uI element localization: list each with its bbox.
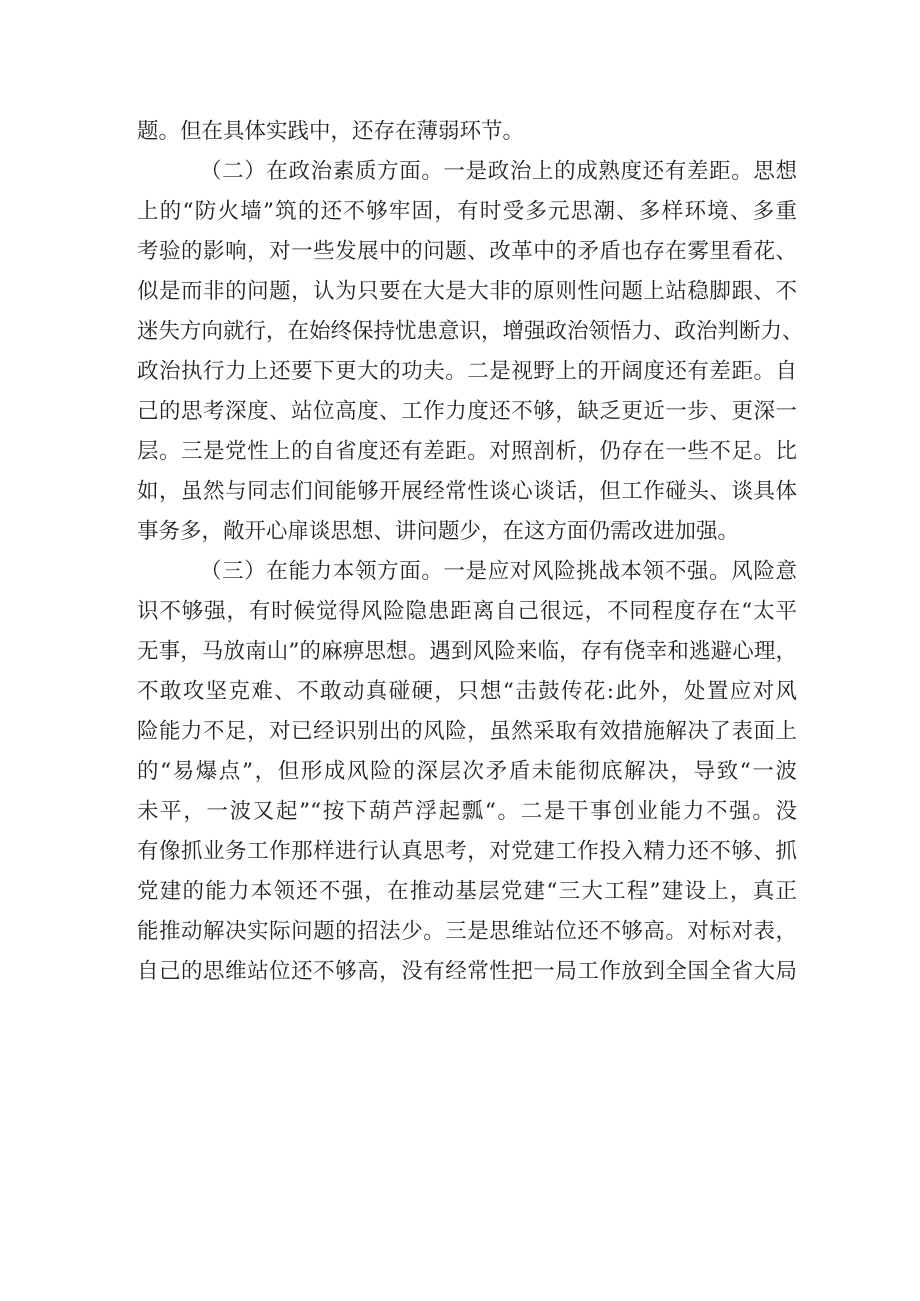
text-line: 未平，一波又起”“按下葫芦浮起瓢“。二是干事创业能力不强。没 [137,799,797,824]
text-line: 政治执行力上还要下更大的功夫。二是视野上的开阔度还有差距。自 [137,359,797,384]
text-line: 党建的能力本领还不强，在推动基层党建“三大工程”建设上，真正 [137,879,797,904]
text-line: 如，虽然与同志们间能够开展经常性谈心谈话，但工作碰头、谈具体 [137,479,797,504]
text-line: 能推动解决实际问题的招法少。三是思维站位还不够高。对标对表， [137,919,797,944]
text-line: 险能力不足，对已经识别出的风险，虽然采取有效措施解决了表面上 [137,719,797,744]
text-line: 上的“防火墙”筑的还不够牢固，有时受多元思潮、多样环境、多重 [137,199,797,224]
section-heading-line: （三）在能力本领方面。一是应对风险挑战本领不强。风险意 [200,559,797,584]
text-line: 无事，马放南山”的麻痹思想。遇到风险来临，存有侥幸和逃避心理， [137,639,797,664]
text-line: 有像抓业务工作那样进行认真思考，对党建工作投入精力还不够、抓 [137,839,797,864]
document-body [137,112,804,992]
text-line: 识不够强，有时候觉得风险隐患距离自己很远，不同程度存在“太平 [137,599,797,624]
text-line: 层。三是党性上的自省度还有差距。对照剖析，仍存在一些不足。比 [137,439,797,464]
text-line: 迷失方向就行，在始终保持忧患意识，增强政治领悟力、政治判断力、 [137,319,804,344]
text-line: 似是而非的问题，认为只要在大是大非的原则性问题上站稳脚跟、不 [137,279,797,304]
section-heading-line: （二）在政治素质方面。一是政治上的成熟度还有差距。思想 [200,159,797,184]
text-line: 的“易爆点”，但形成风险的深层次矛盾未能彻底解决，导致“一波 [137,759,797,784]
text-line: 事务多，敞开心扉谈思想、讲问题少，在这方面仍需改进加强。 [137,519,740,544]
text-line: 自己的思维站位还不够高，没有经常性把一局工作放到全国全省大局 [137,959,797,984]
text-line: 己的思考深度、站位高度、工作力度还不够，缺乏更近一步、更深一 [137,399,797,424]
text-line: 不敢攻坚克难、不敢动真碰硬，只想“击鼓传花:此外，处置应对风 [137,679,797,704]
text-line: 考验的影响，对一些发展中的问题、改革中的矛盾也存在雾里看花、 [137,239,797,264]
text-line: 题。但在具体实践中，还存在薄弱环节。 [137,119,525,144]
